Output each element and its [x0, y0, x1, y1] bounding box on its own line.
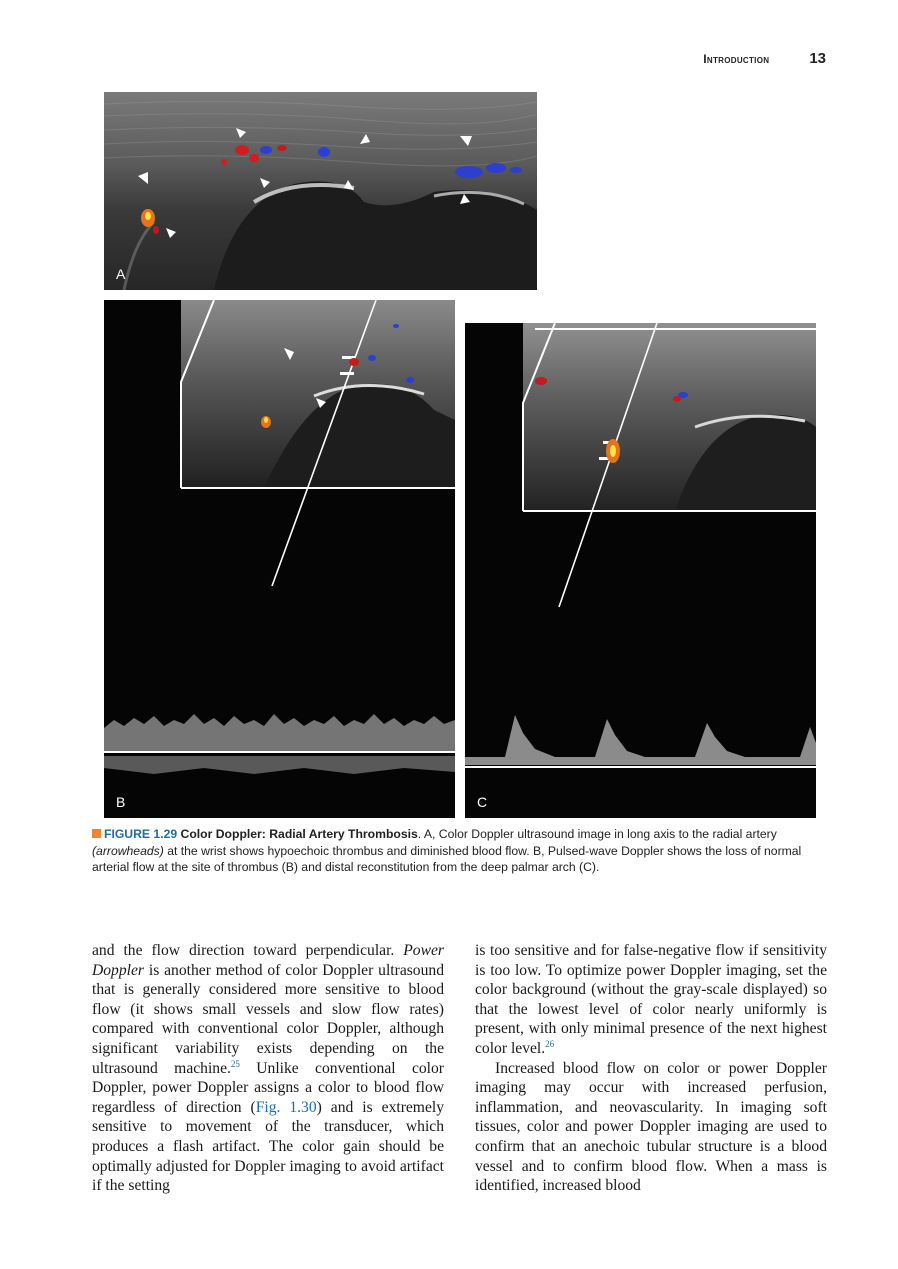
reference-25[interactable]: 25	[230, 1058, 240, 1069]
caption-text-1: . A, Color Doppler ultrasound image in long axis to the radial artery	[417, 827, 777, 841]
figure-caption	[92, 826, 827, 876]
ultrasound-panel-b	[104, 300, 455, 818]
panel-label-c: C	[477, 794, 488, 810]
figure-label: FIGURE 1.29	[104, 827, 178, 841]
running-head	[703, 50, 826, 67]
caption-text-2: at the wrist shows hypoechoic thrombus and diminished blood flow. B, Pulsed-wave Doppler shows the loss of normal arterial flow at the site of thrombus (B) and distal reconstitution from the deep palmar arch (C).	[92, 843, 802, 874]
ultrasound-image-a	[104, 92, 537, 290]
body-column-left	[92, 941, 444, 1196]
body-paragraph	[475, 941, 827, 1059]
ultrasound-panel-c	[465, 323, 816, 818]
doppler-image-c	[465, 323, 816, 818]
body-column-right	[475, 941, 827, 1196]
body-text: ) and is extremely sensitive to movement of the transducer, which produces a flash artifact. The color gain should be optimally adjusted for Doppler imaging to avoid artifact if the setting	[92, 1098, 444, 1195]
body-text: and the flow direction toward perpendicular.	[92, 942, 404, 959]
body-text: is another method of color Doppler ultrasound that is generally considered more sensitive to blood flow (it shows small vessels and slow flow rates) compared with conventional color Doppler, although significant variability exists depending on the ultrasound machine.	[92, 961, 444, 1077]
body-paragraph: Increased blood flow on color or power Doppler imaging may occur with increased perfusion, inflammation, and neovascularity. In imaging soft tissues, color and power Doppler imaging are used to confirm that an anechoic tubular structure is a blood vessel and to confirm blood flow. When a mass is identified, increased blood	[475, 1059, 827, 1195]
doppler-image-b	[104, 300, 455, 818]
running-title: Introduction	[703, 52, 770, 66]
body-text: is too sensitive and for false-negative flow if sensitivity is too low. To optimize power Doppler imaging, set the color background (without the gray-scale displayed) so that the lowest level of color nearly uniformly is present, with only minimal presence of the next highest color level.	[475, 942, 827, 1057]
term-power-doppler: Power Doppler	[92, 942, 444, 979]
reference-26[interactable]: 26	[545, 1038, 555, 1049]
panel-label-a: A	[116, 266, 126, 282]
figure-title: Color Doppler: Radial Artery Thrombosis	[180, 827, 418, 841]
panel-label-b: B	[116, 794, 126, 810]
page-number: 13	[809, 50, 826, 67]
figure-link-1-30[interactable]: Fig. 1.30	[255, 1098, 317, 1116]
caption-square-icon	[92, 829, 101, 838]
body-text: Unlike conventional color Doppler, power Doppler assigns a color to blood flow regardless of direction (	[92, 1059, 444, 1116]
caption-italic: (arrowheads)	[92, 843, 164, 858]
body-paragraph	[92, 941, 444, 1196]
ultrasound-panel-a	[104, 92, 537, 290]
